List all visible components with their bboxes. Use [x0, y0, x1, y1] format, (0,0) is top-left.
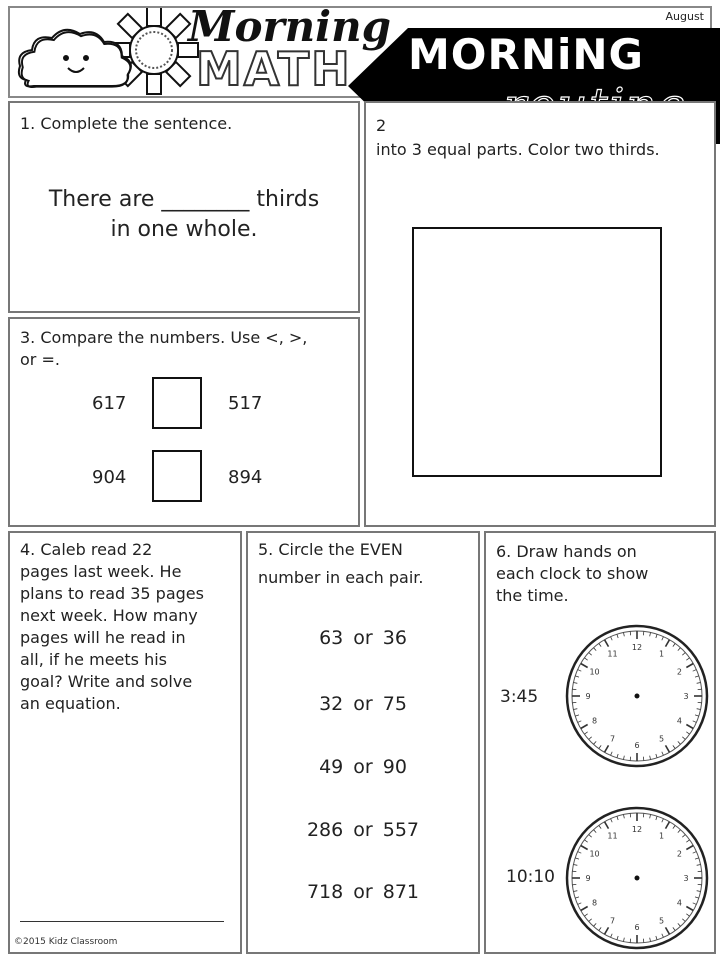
- clock-time-label: 3:45: [500, 687, 539, 707]
- compare-left-number: 904: [92, 467, 127, 488]
- problem-1-box: [8, 101, 360, 313]
- clock-number: 7: [609, 734, 616, 744]
- clock-time-label: 10:10: [506, 867, 555, 887]
- problem-4-line: plans to read 35 pages: [20, 584, 204, 603]
- clock-number: 10: [589, 849, 600, 859]
- even-pair[interactable]: 32 or 75: [319, 693, 407, 715]
- even-pair[interactable]: 718 or 871: [306, 881, 420, 903]
- problem-3-prompt-line1: 3. Compare the numbers. Use <, >,: [20, 328, 308, 347]
- compare-answer-box[interactable]: [152, 377, 202, 429]
- clock-number: 4: [676, 716, 682, 726]
- problem-4-line: goal? Write and solve: [20, 672, 193, 691]
- answer-line[interactable]: [20, 921, 224, 922]
- problem-4-line: all, if he meets his: [20, 650, 167, 669]
- title-morning: Morning: [188, 2, 392, 51]
- problem-6-text: [496, 541, 648, 607]
- clock-number: 12: [631, 825, 643, 834]
- clock-number: 5: [658, 916, 665, 926]
- banner-morning: MORNiNG: [408, 30, 645, 79]
- clock-number: 1: [658, 649, 665, 659]
- problem-1-prompt: 1. Complete the sentence.: [20, 114, 233, 133]
- clock-number: 10: [589, 667, 600, 677]
- month-label: August: [665, 10, 704, 23]
- problem-3-box: [8, 317, 360, 527]
- clock-center-dot: [635, 694, 640, 699]
- even-pair[interactable]: 49 or 90: [319, 756, 407, 778]
- clock-number: 2: [676, 849, 682, 859]
- clock-number: 12: [631, 643, 643, 652]
- problem-4-text: [20, 539, 204, 715]
- clock-number: 7: [609, 916, 616, 926]
- copyright-footer: ©2015 Kidz Classroom: [14, 937, 118, 947]
- problem-4-line: an equation.: [20, 694, 121, 713]
- problem-1-sentence-line1: There are ________ thirds: [48, 187, 320, 212]
- clock-number: 1: [658, 831, 665, 841]
- problem-1-sentence-line2: in one whole.: [110, 217, 258, 242]
- problem-6-line: each clock to show: [496, 564, 649, 583]
- compare-answer-box[interactable]: [152, 450, 202, 502]
- clock-number: 3: [683, 692, 689, 701]
- problem-6-line: the time.: [496, 586, 569, 605]
- sun-cloud-logo: [12, 8, 202, 96]
- clock-number: 2: [676, 667, 682, 677]
- compare-left-number: 617: [92, 393, 127, 414]
- clock-number: 8: [592, 716, 598, 726]
- clock-center-dot: [635, 876, 640, 881]
- problem-2-square[interactable]: [412, 227, 662, 477]
- problem-4-box: [8, 531, 242, 954]
- even-pair[interactable]: 286 or 557: [306, 819, 420, 841]
- compare-right-number: 517: [228, 393, 263, 414]
- clock-number: 9: [585, 692, 591, 701]
- clock-face[interactable]: [562, 621, 712, 771]
- clock-number: 11: [607, 831, 618, 841]
- clock-number: 8: [592, 898, 598, 908]
- problem-2-prompt: into 3 equal parts. Color two thirds.: [376, 140, 660, 159]
- problem-4-line: pages will he read in: [20, 628, 186, 647]
- clock-number: 4: [676, 898, 682, 908]
- even-pair[interactable]: 63 or 36: [319, 627, 407, 649]
- clock-number: 9: [585, 874, 591, 883]
- clock-face[interactable]: [562, 803, 712, 953]
- clock-number: 11: [607, 649, 618, 659]
- compare-right-number: 894: [228, 467, 263, 488]
- clock-number: 6: [634, 741, 640, 750]
- title-math: MATH: [196, 42, 352, 96]
- problem-2-box: [364, 101, 716, 527]
- problem-4-line: 4. Caleb read 22: [20, 540, 153, 559]
- clock-number: 6: [634, 923, 640, 932]
- problem-6-box: [484, 531, 716, 954]
- problem-3-prompt-line2: or =.: [20, 350, 60, 369]
- problem-4-line: next week. How many: [20, 606, 198, 625]
- problem-5-prompt-line2: number in each pair.: [258, 568, 424, 587]
- problem-4-line: pages last week. He: [20, 562, 182, 581]
- problem-6-line: 6. Draw hands on: [496, 542, 637, 561]
- problem-5-box: [246, 531, 480, 954]
- clock-number: 3: [683, 874, 689, 883]
- problem-5-prompt-line1: 5. Circle the EVEN: [258, 540, 403, 559]
- clock-number: 5: [658, 734, 665, 744]
- problem-2-number: 2: [376, 116, 387, 135]
